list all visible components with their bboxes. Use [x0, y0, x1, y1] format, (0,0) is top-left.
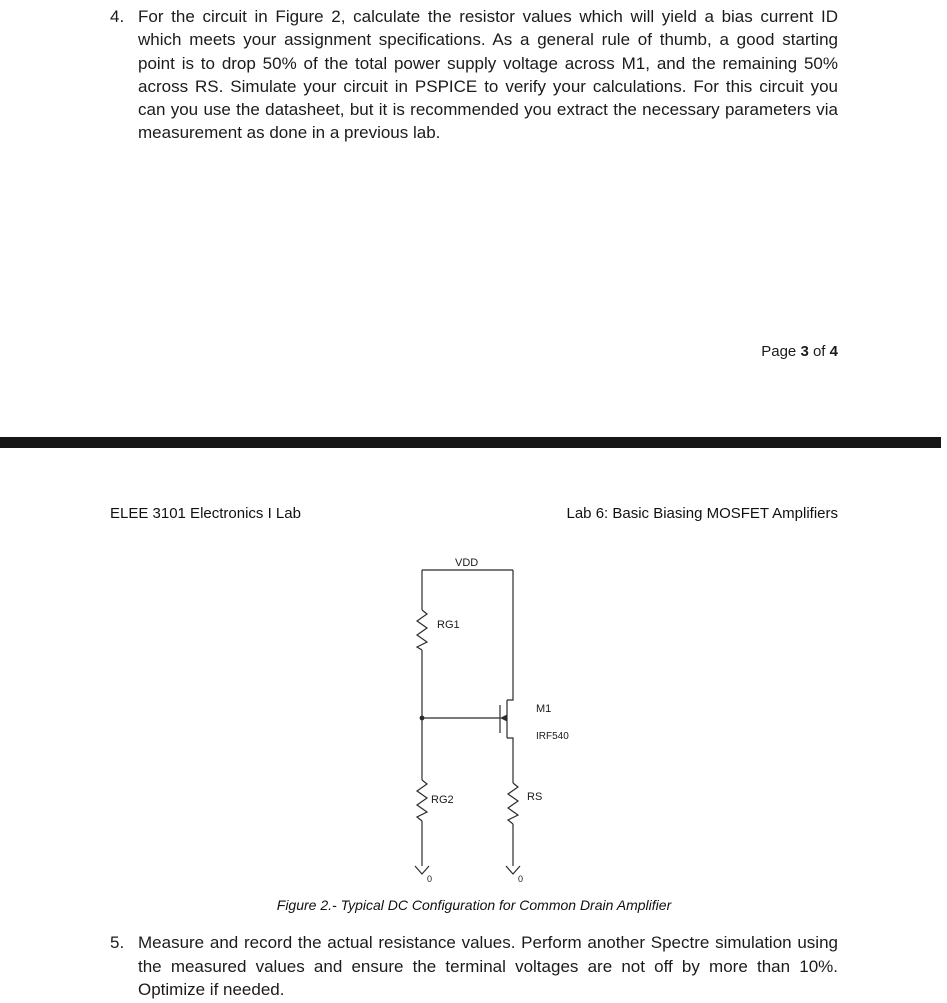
ground-symbol-left [415, 866, 432, 884]
header-course-title: ELEE 3101 Electronics I Lab [110, 505, 301, 522]
page-indicator [761, 343, 838, 360]
ground-symbol-right [506, 866, 523, 884]
resistor-rg1 [417, 610, 460, 650]
rg1-label: RG1 [437, 619, 460, 631]
page-indicator-label: Page [761, 343, 797, 360]
right-branch [506, 783, 542, 884]
vdd-label: VDD [455, 557, 479, 569]
list-item-4-number: 4. [110, 7, 125, 26]
document-header [110, 505, 838, 522]
page-indicator-current: 3 [800, 343, 809, 360]
list-item-5 [110, 931, 838, 1002]
resistor-rg2 [417, 780, 454, 821]
header-lab-title: Lab 6: Basic Biasing MOSFET Amplifiers [566, 505, 838, 522]
rs-label: RS [527, 791, 543, 803]
list-item-4 [110, 5, 838, 145]
resistor-rs [508, 783, 542, 824]
m1-label: M1 [536, 703, 552, 715]
list-item-4-text: For the circuit in Figure 2, calculate the resistor values which will yield a bias current ID which meets your assignment specifications. As a general rule of thumb, a good starting point is to drop 50% of the total power supply voltage across M1, and the remaining 50% across RS. Simulate your circuit in PSPICE to verify your calculations. For this circuit you can you use the datasheet, but it is recommended you extract the necessary parameters via measurement as done in a previous lab. [138, 7, 838, 143]
ground-left-label: 0 [427, 874, 433, 884]
circuit-diagram [400, 550, 620, 896]
left-branch [415, 570, 460, 884]
mosfet-arrow [500, 715, 507, 722]
mosfet-m1 [422, 570, 569, 783]
figure-caption: Figure 2.- Typical DC Configuration for Common Drain Amplifier [276, 897, 672, 913]
list-item-5-text: Measure and record the actual resistance values. Perform another Spectre simulation using the measured values and ensure the terminal voltages are not off by more than 10%. Optimize if needed. [138, 933, 838, 999]
ground-right-label: 0 [518, 874, 524, 884]
page-indicator-total: 4 [829, 343, 838, 360]
part-number-label: IRF540 [536, 731, 569, 742]
rg2-label: RG2 [431, 794, 454, 806]
circuit-svg [400, 550, 620, 896]
vdd-rail [422, 557, 513, 570]
page-indicator-of: of [812, 343, 826, 360]
page-break-divider [0, 437, 941, 448]
list-item-5-number: 5. [110, 933, 125, 952]
